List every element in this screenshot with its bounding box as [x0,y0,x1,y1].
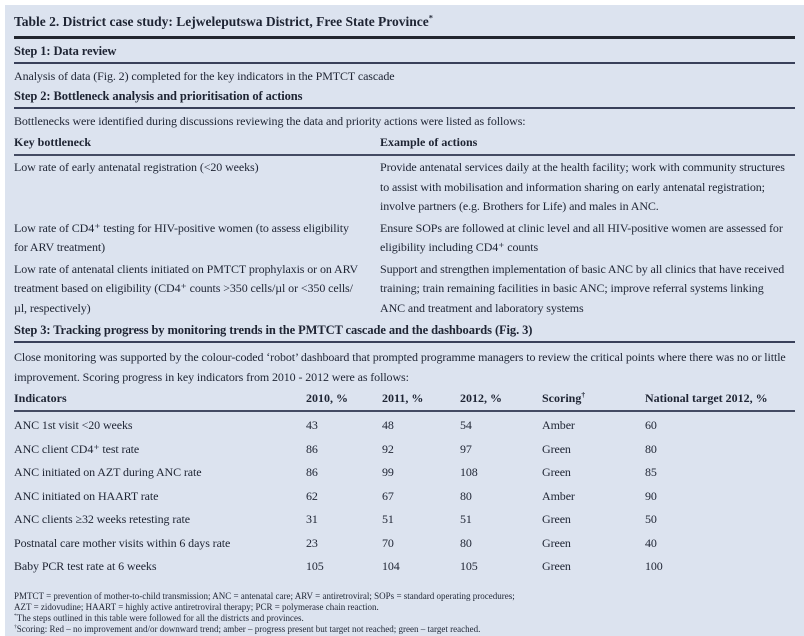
cell-2012: 105 [460,559,478,573]
bottleneck-cell: Low rate of antenatal clients initiated on PMTCT prophylaxis or on ARV treatment based on eligibility (CD4⁺ counts >350 cells/µl or <350 cells/µl, respectively) [14,261,358,315]
header-2012: 2012, % [460,391,502,405]
table-row [14,508,795,532]
cell-2011: 70 [382,535,394,550]
table-row [14,461,795,485]
step-3-body: Close monitoring was supported by the colour-coded ‘robot’ dashboard that prompted programme managers to review the critical points where there was no or little improvement. Scoring progress in key indicators from 2010 - 2012 were as follows: [14,350,786,384]
footnote-abbreviations-line2: AZT = zidovudine; HAART = highly active antiretroviral therapy; PCR = polymerase chain reaction. [14,601,379,612]
divider-step1 [14,62,795,64]
footnote-dagger [14,624,795,635]
cell-scoring: Green [542,535,571,550]
cell-indicator: Baby PCR test rate at 6 weeks [14,559,157,573]
table-row [14,555,795,579]
footnote-dagger-marker: † [14,623,17,630]
header-scoring-footnote-marker: † [581,390,586,399]
cell-2010: 31 [306,512,318,526]
cell-target: 100 [645,559,663,573]
bottleneck-row [14,260,795,319]
cell-scoring: Amber [542,488,575,503]
footnote-dagger-text: Scoring: Red – no improvement and/or downward trend; amber – progress present but target not reached; green – target reached. [16,623,481,634]
scoring-table-header [14,391,795,406]
header-national-target: National target 2012, % [645,391,768,405]
cell-scoring: Green [542,441,571,456]
cell-indicator: ANC clients ≥32 weeks retesting rate [14,512,190,526]
cell-indicator: ANC initiated on HAART rate [14,488,159,503]
footnotes [14,591,795,635]
bottleneck-row [14,158,795,217]
cell-target: 90 [645,488,657,503]
footnote-asterisk [14,613,795,624]
table-row [14,414,795,438]
table-title-footnote-marker: * [428,13,433,23]
cell-2010: 43 [306,418,318,432]
actions-cell: Ensure SOPs are followed at clinic level and all HIV-positive women are assessed for eligibility including CD4⁺ counts [380,220,783,254]
cell-2012: 80 [460,488,472,503]
cell-2012: 51 [460,512,472,526]
step-2-intro: Bottlenecks were identified during discussions reviewing the data and priority actions were listed as follows: [14,114,526,128]
cell-2010: 23 [306,535,318,550]
bottleneck-cell: Low rate of CD4⁺ testing for HIV-positive women (to assess eligibility for ARV treatment) [14,220,349,254]
bottleneck-header-key: Key bottleneck [14,135,91,149]
step-1-heading: Step 1: Data review [14,44,117,58]
header-scoring-text: Scoring [542,391,582,405]
cell-scoring: Green [542,512,571,526]
table-row [14,485,795,509]
bottleneck-table-header [14,135,795,150]
divider-step3 [14,341,795,343]
cell-2012: 97 [460,441,472,456]
cell-2011: 51 [382,512,394,526]
footnote-asterisk-marker: * [14,612,17,619]
cell-2010: 105 [306,559,324,573]
cell-target: 50 [645,512,657,526]
divider-title [14,36,795,39]
scoring-table [14,414,795,579]
bottleneck-table [14,158,795,318]
cell-scoring: Amber [542,418,575,432]
header-2010: 2010, % [306,391,348,405]
cell-2010: 62 [306,488,318,503]
footnote-asterisk-text: The steps outlined in this table were followed for all the districts and provinces. [16,612,304,623]
cell-target: 60 [645,418,657,432]
cell-2011: 67 [382,488,394,503]
table-title-text: Table 2. District case study: Lejweleputswa District, Free State Province [14,14,429,29]
header-2011: 2011, % [382,391,424,405]
cell-2011: 92 [382,441,394,456]
cell-2011: 48 [382,418,394,432]
cell-2011: 99 [382,465,394,479]
header-indicators: Indicators [14,391,67,405]
step-2-heading: Step 2: Bottleneck analysis and prioritisation of actions [14,89,303,103]
cell-2010: 86 [306,465,318,479]
table-row [14,438,795,462]
cell-scoring: Green [542,559,571,573]
divider-bottleneck-header [14,154,795,156]
cell-indicator: Postnatal care mother visits within 6 days rate [14,535,231,550]
cell-indicator: ANC client CD4⁺ test rate [14,441,140,456]
step-3-heading: Step 3: Tracking progress by monitoring trends in the PMTCT cascade and the dashboards (Fig. 3) [14,323,533,337]
cell-2012: 108 [460,465,478,479]
table-panel [5,5,804,636]
actions-cell: Support and strengthen implementation of basic ANC by all clinics that have received training; train remaining facilities in basic ANC; improve referral systems linking ANC and treatment and laboratory systems [380,261,785,315]
divider-step2 [14,107,795,109]
cell-target: 40 [645,535,657,550]
cell-target: 80 [645,441,657,456]
actions-cell: Provide antenatal services daily at the health facility; work with community structures to assist with mobilisation and information sharing on early antenatal registration; involve partners (e.g. Brothers for Life) and males in ANC. [380,160,785,213]
step-1-body: Analysis of data (Fig. 2) completed for the key indicators in the PMTCT cascade [14,69,395,83]
bottleneck-cell: Low rate of early antenatal registration (<20 weeks) [14,160,259,174]
footnote-abbreviations-line1: PMTCT = prevention of mother-to-child transmission; ANC = antenatal care; ARV = antiretroviral; SOPs = standard operating procedures; [14,590,515,601]
cell-indicator: ANC initiated on AZT during ANC rate [14,465,202,479]
bottleneck-header-actions: Example of actions [380,135,478,149]
bottleneck-row [14,219,795,258]
cell-2011: 104 [382,559,400,573]
cell-2012: 54 [460,418,472,432]
cell-scoring: Green [542,465,571,479]
header-scoring [542,391,645,406]
table-title [14,14,795,30]
cell-indicator: ANC 1st visit <20 weeks [14,418,133,432]
cell-2010: 86 [306,441,318,456]
divider-scoring-header [14,410,795,412]
table-row [14,532,795,556]
cell-2012: 80 [460,535,472,550]
cell-target: 85 [645,465,657,479]
